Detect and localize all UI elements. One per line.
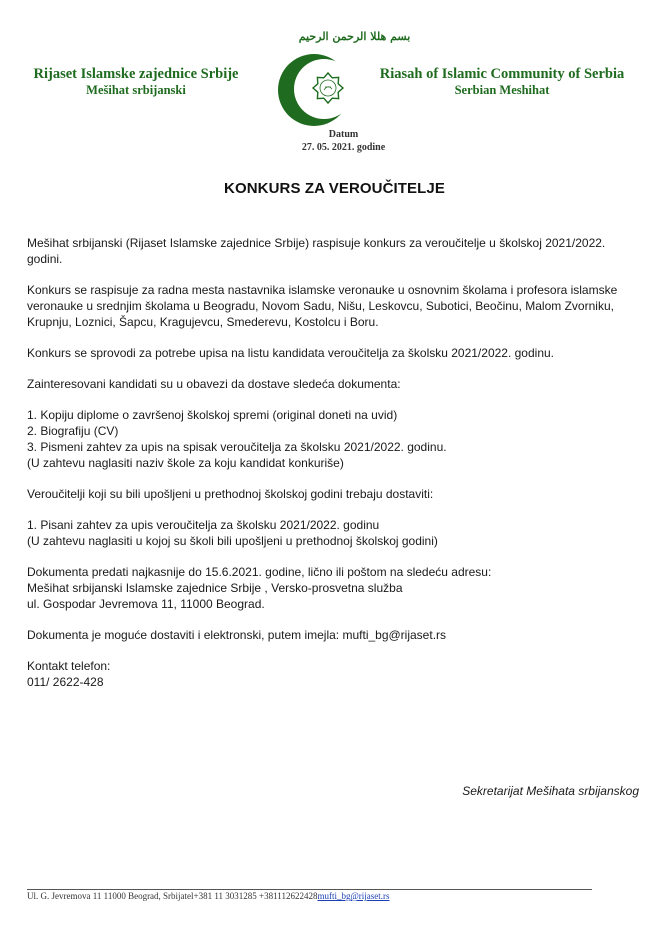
paragraph-previous-teachers bbox=[27, 486, 627, 502]
contact-label: Kontakt telefon: bbox=[27, 659, 111, 673]
date-value: 27. 05. 2021. godine bbox=[301, 142, 386, 153]
documents-list bbox=[27, 407, 627, 471]
paragraph-deadline-address bbox=[27, 564, 627, 612]
footer-email-link[interactable]: mufti_bg@rijaset.rs bbox=[317, 891, 390, 901]
document-body bbox=[27, 235, 627, 705]
text-line: ul. Gospodar Jevremova 11, 11000 Beograd. bbox=[27, 597, 265, 611]
paragraph-positions bbox=[27, 282, 627, 330]
text-line: veronauke u srednjim školama u Beogradu, Novom Sadu, Nišu, Leskovcu, Subotici, Beočinu, Malom Zvorniku, bbox=[27, 299, 614, 313]
org-name-en: Riasah of Islamic Community of Serbia bbox=[379, 66, 625, 82]
text-line: Dokumenta je moguće dostaviti i elektronski, putem imejla: mufti_bg@rijaset.rs bbox=[27, 628, 447, 642]
paragraph-email bbox=[27, 627, 627, 643]
paragraph-documents-intro bbox=[27, 376, 627, 392]
meshihat-name-en: Serbian Meshihat bbox=[454, 83, 550, 97]
bismillah-text: بسم هللا الرحمن الرحيم bbox=[298, 30, 411, 43]
crescent-star-emblem-icon bbox=[266, 52, 362, 128]
document-title: KONKURS ZA VEROUČITELJE bbox=[224, 180, 445, 197]
text-line: Dokumenta predati najkasnije do 15.6.2021. godine, lično ili poštom na sledeću adresu: bbox=[27, 565, 492, 579]
contact-phone: 011/ 2622-428 bbox=[27, 675, 104, 689]
text-line: Veroučitelji koji su bili upošljeni u prethodnoj školskoj godini trebaju dostaviti: bbox=[27, 487, 434, 501]
list-item: 2. Biografiju (CV) bbox=[27, 424, 119, 438]
org-name-sr: Rijaset Islamske zajednice Srbije bbox=[33, 66, 239, 82]
text-line: Krupnju, Loznici, Šapcu, Kragujevcu, Smederevu, Kostolcu i Boru. bbox=[27, 315, 379, 329]
header-right bbox=[374, 66, 630, 98]
footer-address: Ul. G. Jevremova 11 11000 Beograd, Srbijatel+381 11 3031285 +381112622428 bbox=[27, 891, 318, 901]
list-note: (U zahtevu naglasiti u kojoj su školi bili upošljeni u prethodnoj školskoj godini) bbox=[27, 534, 438, 548]
header-left bbox=[26, 66, 246, 98]
footer bbox=[27, 891, 389, 901]
signature: Sekretarijat Mešihata srbijanskog bbox=[462, 784, 639, 798]
paragraph-contact bbox=[27, 658, 627, 690]
list-item: 3. Pismeni zahtev za upis na spisak veroučitelja za školsku 2021/2022. godinu. bbox=[27, 440, 447, 454]
date-label: Datum bbox=[328, 129, 359, 140]
text-line: Konkurs se sprovodi za potrebe upisa na listu kandidata veroučitelja za školsku 2021/2022. godinu. bbox=[27, 346, 554, 360]
text-line: Zainteresovani kandidati su u obavezi da dostave sledeća dokumenta: bbox=[27, 377, 401, 391]
previous-teachers-list bbox=[27, 517, 627, 549]
meshihat-name-sr: Mešihat srbijanski bbox=[86, 83, 186, 97]
text-line: Konkurs se raspisuje za radna mesta nastavnika islamske veronauke u osnovnim školama i profesora islamske bbox=[27, 283, 618, 297]
list-note: (U zahtevu naglasiti naziv škole za koju kandidat konkuriše) bbox=[27, 456, 344, 470]
list-item: 1. Pisani zahtev za upis veroučitelja za školsku 2021/2022. godinu bbox=[27, 518, 380, 532]
list-item: 1. Kopiju diplome o završenoj školskoj spremi (original doneti na uvid) bbox=[27, 408, 398, 422]
text-line: Mešihat srbijanski Islamske zajednice Srbije , Versko-prosvetna služba bbox=[27, 581, 403, 595]
date-block bbox=[0, 128, 669, 154]
paragraph-purpose bbox=[27, 345, 627, 361]
text-line: Mešihat srbijanski (Rijaset Islamske zajednice Srbije) raspisuje konkurs za veroučitelje u školskoj 2021/2022. bbox=[27, 236, 606, 250]
text-line: godini. bbox=[27, 252, 63, 266]
paragraph-intro bbox=[27, 235, 627, 267]
footer-divider bbox=[27, 889, 592, 890]
